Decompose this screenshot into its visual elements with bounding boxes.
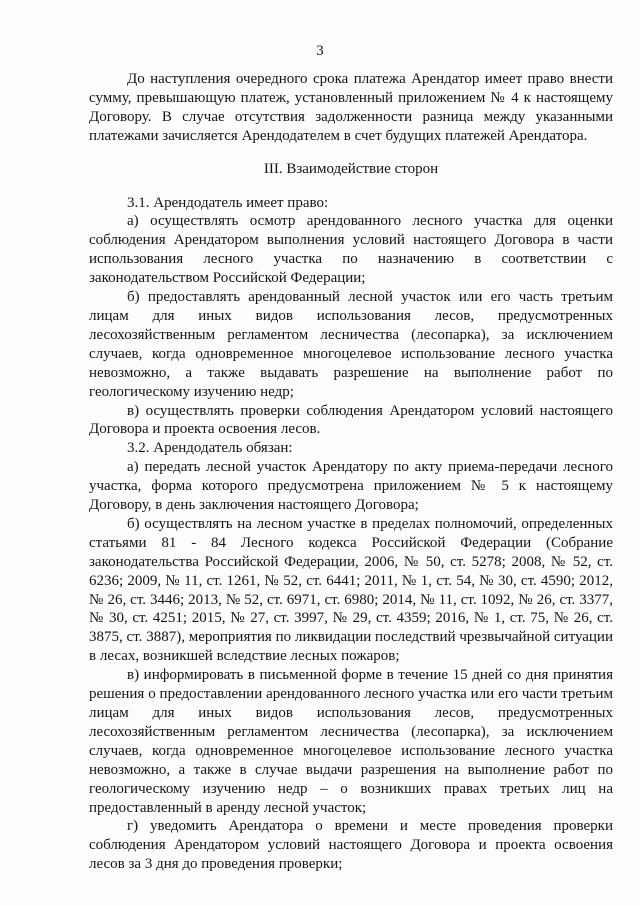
section-heading: III. Взаимодействие сторон <box>263 160 439 177</box>
page-number: 3 <box>316 43 324 59</box>
clause-3-1 <box>89 194 613 440</box>
clause-3-1-item-b: б) предоставлять арендованный лесной участок или его часть третьим лицам для иных видов использования лесов, предусмотренных лесохозяйственным регламентом лесничества (лесопарка), за исключением случаев, когда одновременное многоцелевое использование лесного участка невозможно, а также выдавать разрешение на выполнение работ по геологическому изучению недр; <box>89 289 613 400</box>
clause-3-2-item-v: в) информировать в письменной форме в течение 15 дней со дня принятия решения о предоставлении арендованного лесного участка или его части третьим лицам для иных видов использования лесов, предусмотренных лесохозяйственным регламентом лесничества (лесопарка), за исключением случаев, когда одновременное многоцелевое использование лесного участка невозможно, а также в случае выдачи разрешения на выполнение работ по геологическому изучению недр – о возникших правах третьих лиц на предоставленный в аренду лесной участок; <box>89 667 613 816</box>
intro-paragraph: До наступления очередного срока платежа Арендатор имеет право внести сумму, превышающую платеж, установленный приложением № 4 к настоящему Договору. В случае отсутствия задолженности разница между указанными платежами зачисляется Арендодателем в счет будущих платежей Арендатора. <box>89 71 613 144</box>
clause-3-2-item-g: г) уведомить Арендатора о времени и месте проведения проверки соблюдения Арендатором условий настоящего Договора и проекта освоения лесов за 3 дня до проведения проверки; <box>89 818 613 873</box>
clause-3-2-title: 3.2. Арендодатель обязан: <box>127 440 293 457</box>
clause-3-1-item-a: а) осуществлять осмотр арендованного лесного участка для оценки соблюдения Арендатором выполнения условий настоящего Договора в части использования лесного участка по назначению в соответствии с законодательством Российской Федерации; <box>89 213 613 287</box>
clause-3-2-item-a: а) передать лесной участок Арендатору по акту приема-передачи лесного участка, форма которого предусмотрена приложением № 5 к настоящему Договору, в день заключения настоящего Договора; <box>89 459 613 514</box>
clause-3-1-item-v: в) осуществлять проверки соблюдения Арендатором условий настоящего Договора и проекта освоения лесов. <box>89 402 613 438</box>
clause-3-2-item-b: б) осуществлять на лесном участке в пределах полномочий, определенных статьями 81 - 84 Лесного кодекса Российской Федерации (Собрание законодательства Российской Федерации, 2006, № 50, ст. 5278; 2008, № 52, ст. 6236; 2009, № 11, ст. 1261, № 52, ст. 6441; 2011, № 1, ст. 54, № 30, ст. 4590; 2012, № 26, ст. 3446; 2013, № 52, ст. 6971, ст. 6980; 2014, № 11, ст. 1092, № 26, ст. 3377, № 30, ст. 4251; 2015, № 27, ст. 3997, № 29, ст. 4359; 2016, № 1, ст. 75, № 26, ст. 3875, ст. 3887), мероприятия по ликвидации последствий чрезвычайной ситуации в лесах, возникшей вследствие лесных пожаров; <box>89 515 613 665</box>
clause-3-2 <box>89 439 613 874</box>
document-body <box>89 70 613 874</box>
clause-3-1-title: 3.1. Арендодатель имеет право: <box>127 194 329 211</box>
